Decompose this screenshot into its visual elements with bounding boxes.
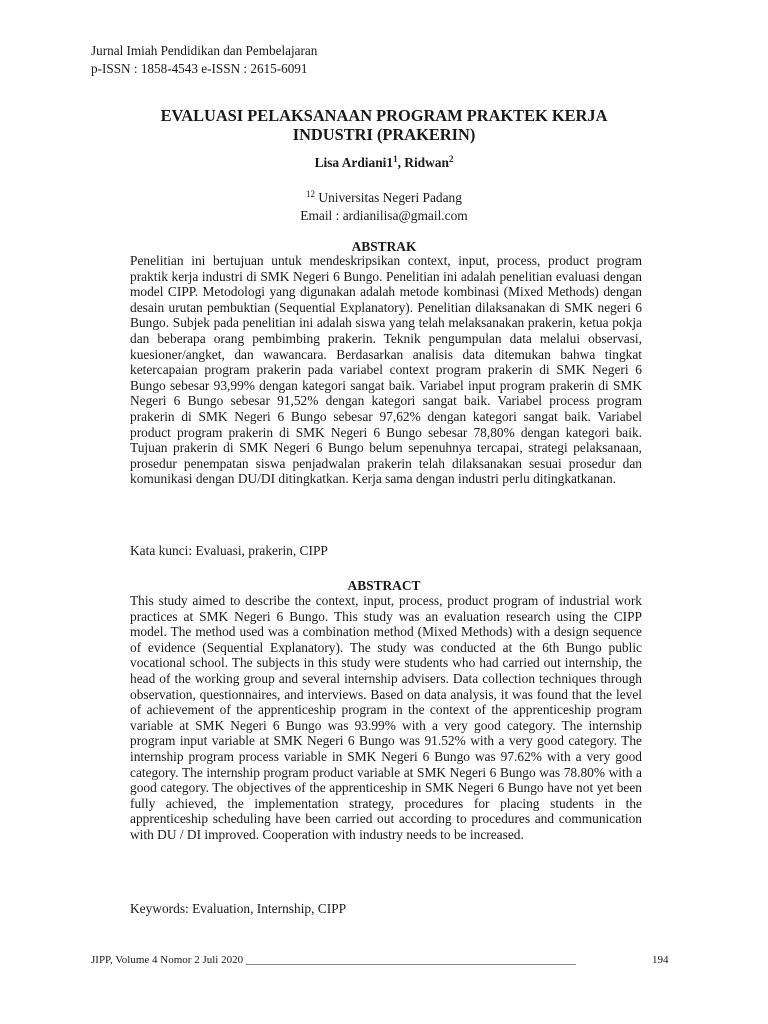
abstrak-keywords: Kata kunci: Evaluasi, prakerin, CIPP — [130, 543, 328, 558]
affiliation-institution: Universitas Negeri Padang — [315, 190, 462, 205]
paper-title-line-2: INDUSTRI (PRAKERIN) — [292, 125, 476, 144]
paper-title — [100, 106, 668, 144]
abstract-keywords: Keywords: Evaluation, Internship, CIPP — [130, 901, 347, 916]
author-2-name: Ridwan — [404, 155, 449, 170]
page-footer-citation: JIPP, Volume 4 Nomor 2 Juli 2020 ____________________________________________________________ — [91, 954, 576, 966]
journal-issn: p-ISSN : 1858-4543 e-ISSN : 2615-6091 — [91, 60, 308, 76]
journal-header — [91, 42, 317, 77]
abstrak-paragraph: Penelitian ini bertujuan untuk mendeskripsikan context, input, process, product program praktik kerja industri di SMK Negeri 6 Bungo. Penelitian ini adalah penelitian evaluasi dengan model CIPP. Metodologi yang digunakan adalah metode kombinasi (Mixed Methods) dengan desain urutan pembuktian (Sequential Explanatory). Penelitian dilaksanakan di SMK negeri 6 Bungo. Subjek pada penelitian ini adalah siswa yang telah melaksanakan prakerin, ketua pokja dan beberapa orang pembimbing prakerin. Teknik pengumpulan data melalui observasi, kuesioner/angket, dan wawancara. Berdasarkan analisis data ditemukan bahwa tingkat ketercapaian program prakerin pada variabel context program prakerin di SMK Negeri 6 Bungo sebesar 93,99% dengan kategori sangat baik. Variabel input program prakerin di SMK Negeri 6 Bungo sebesar 91,52% dengan kategori sangat baik. Variabel process program prakerin di SMK Negeri 6 Bungo sebesar 97,62% dengan kategori sangat baik. Variabel product program prakerin di SMK Negeri 6 Bungo sebesar 78,80% dengan kategori baik. Tujuan prakerin di SMK Negeri 6 Bungo belum sepenuhnya tercapai, strategi pelaksanaan, prosedur penempatan siswa penjadwalan prakerin telah dilaksanakan sesuai prosedur dan komunikasi dengan DU/DI ditingkatkan. Kerja sama dengan industri perlu ditingkatkanan. — [130, 253, 642, 487]
author-1-name: Lisa Ardiani1 — [314, 155, 394, 170]
abstract-paragraph: This study aimed to describe the context, input, process, product program of industrial work practices at SMK Negeri 6 Bungo. This study was an evaluation research using the CIPP model. The method used was a combination method (Mixed Methods) with a design sequence of evidence (Sequential Explanatory). The study was conducted at the 6th Bungo public vocational school. The subjects in this study were students who had carried out internship, the head of the working group and several internship advisers. Data collection techniques through observation, questionnaires, and interviews. Based on data analysis, it was found that the level of achievement of the apprenticeship program in the context of the apprenticeship program variable at SMK Negeri 6 Bungo was 93.99% with a very good category. The internship program input variable at SMK Negeri 6 Bungo was 91.52% with a very good category. The internship program process variable in SMK Negeri 6 Bungo was 97.62% with a very good category. The internship program product variable at SMK Negeri 6 Bungo was 78.80% with a good category. The objectives of the apprenticeship in SMK Negeri 6 Bungo have not yet been fully achieved, the implementation strategy, procedures for placing students in the apprenticeship scheduling have been carried out according to procedures and communication with DU / DI improved. Cooperation with industry needs to be increased. — [130, 593, 642, 842]
affiliation-mark: 12 — [306, 189, 316, 199]
abstract-heading: ABSTRACT — [347, 578, 421, 593]
author-list — [100, 154, 668, 171]
journal-name: Jurnal Imiah Pendidikan dan Pembelajaran — [91, 43, 318, 58]
affiliation-line — [100, 189, 668, 207]
affiliation-block — [100, 189, 668, 225]
author-1-affiliation-mark: 1 — [393, 154, 398, 164]
author-email: Email : ardianilisa@gmail.com — [300, 208, 468, 223]
paper-title-line-1: EVALUASI PELAKSANAAN PROGRAM PRAKTEK KERJA — [160, 106, 608, 125]
author-separator: , — [397, 155, 405, 170]
abstrak-heading: ABSTRAK — [351, 239, 417, 254]
author-2-affiliation-mark: 2 — [448, 154, 454, 164]
page-number: 194 — [652, 954, 669, 966]
